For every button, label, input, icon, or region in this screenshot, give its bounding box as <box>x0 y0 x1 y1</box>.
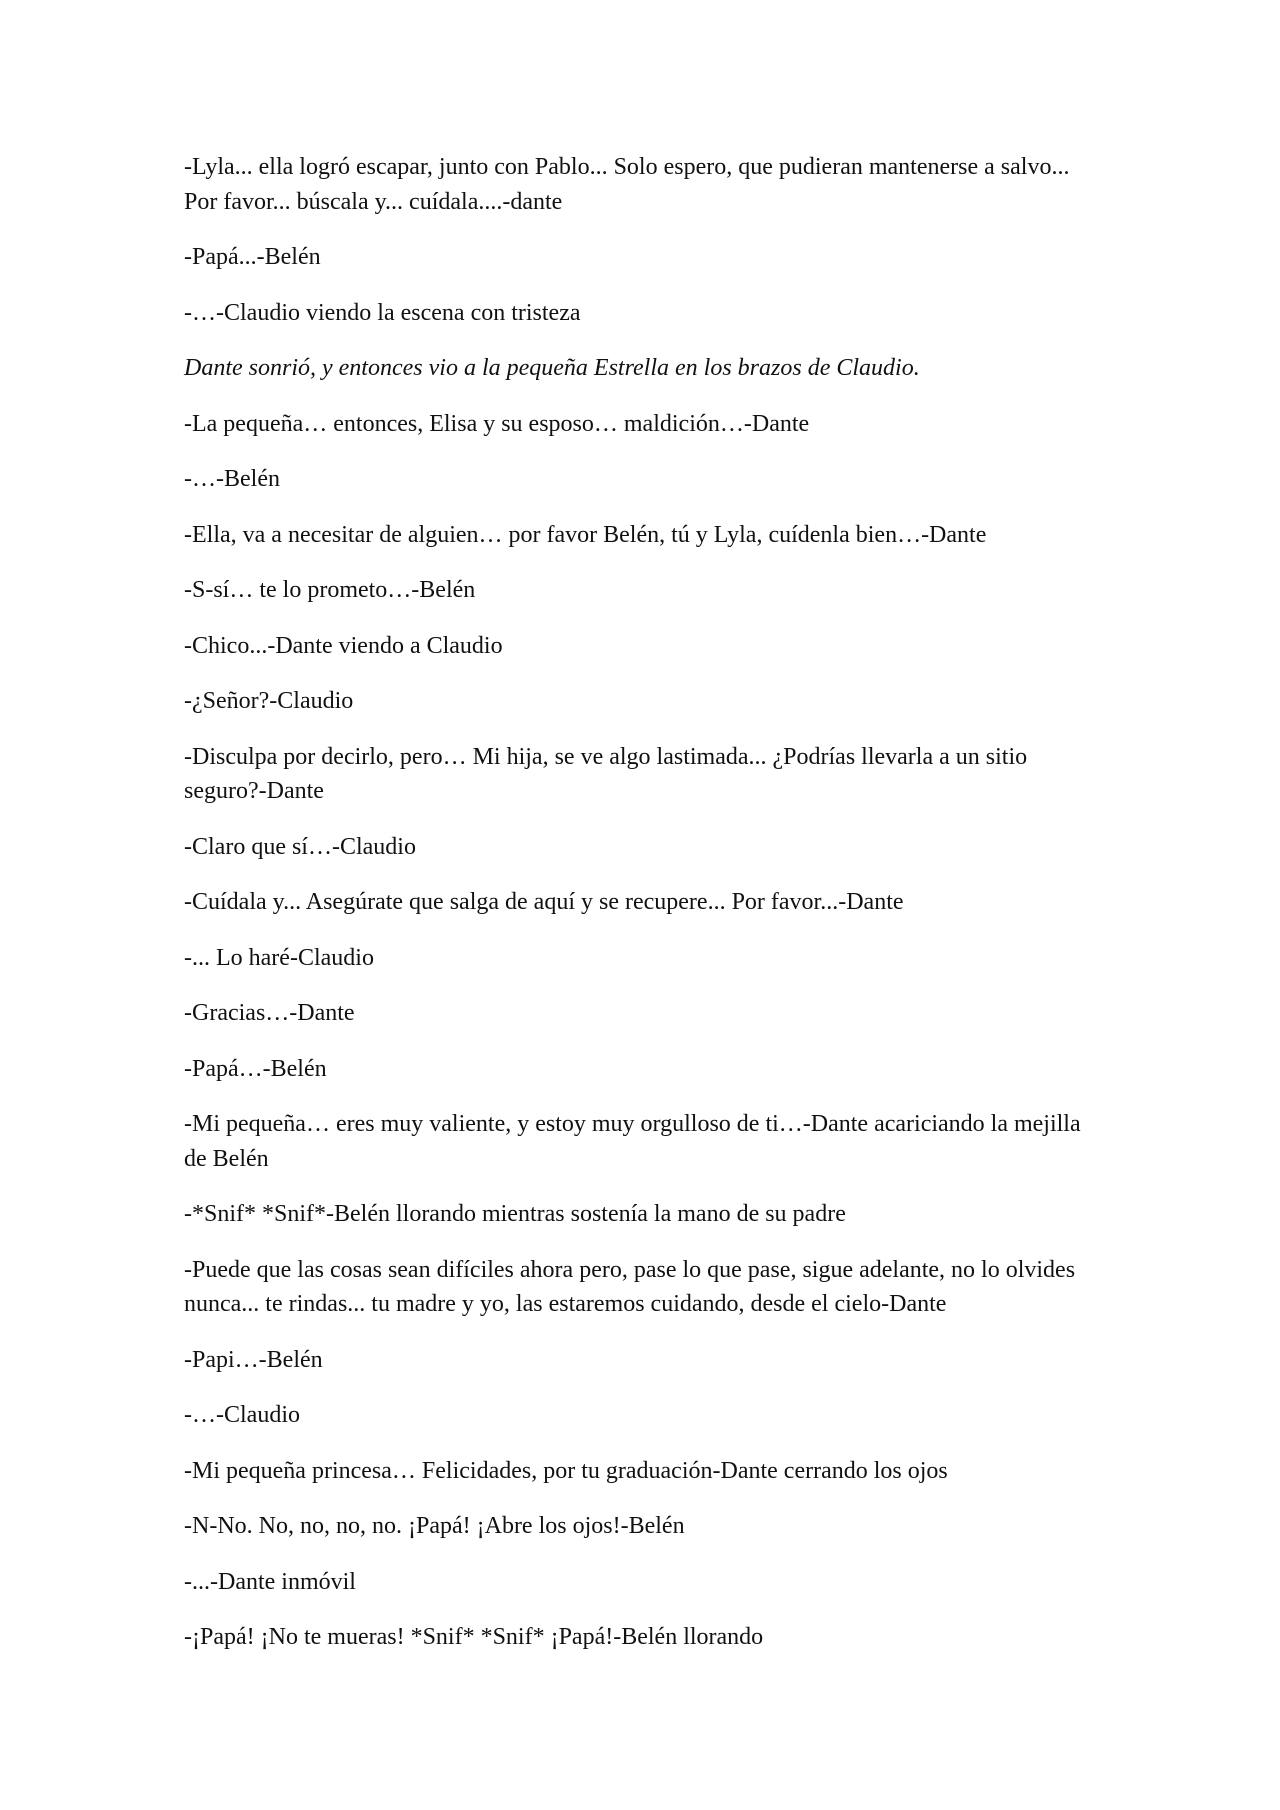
paragraph-dialogue: -¿Señor?-Claudio <box>184 688 354 714</box>
paragraph-dialogue: -Lyla... ella logró escapar, junto con Pablo... Solo espero, que pudieran mantenerse a salvo... Por favor... búscala y... cuídala....-dante <box>184 154 1070 215</box>
paragraph-dialogue: -*Snif* *Snif*-Belén llorando mientras sostenía la mano de su padre <box>184 1201 846 1227</box>
paragraph-dialogue: -Claro que sí…-Claudio <box>184 833 416 860</box>
paragraph-dialogue: -La pequeña… entonces, Elisa y su esposo… maldición…-Dante <box>184 410 810 437</box>
paragraph-dialogue: -Papá…-Belén <box>184 1055 327 1082</box>
paragraph-dialogue: -…-Claudio viendo la escena con tristeza <box>184 299 581 326</box>
paragraph-dialogue: -Mi pequeña… eres muy valiente, y estoy muy orgulloso de ti…-Dante acariciando la mejilla de Belén <box>184 1111 1081 1172</box>
paragraph-dialogue: -Puede que las cosas sean difíciles ahora pero, pase lo que pase, sigue adelante, no lo olvides nunca... te rindas... tu madre y yo, las estaremos cuidando, desde el cielo-Dante <box>184 1256 1076 1317</box>
paragraph-dialogue: -Papi…-Belén <box>184 1346 323 1373</box>
paragraph-dialogue: -…-Belén <box>184 466 280 492</box>
paragraph-dialogue: -¡Papá! ¡No te mueras! *Snif* *Snif* ¡Papá!-Belén llorando <box>184 1624 764 1650</box>
paragraph-dialogue: -...-Dante inmóvil <box>184 1568 356 1595</box>
paragraph-dialogue: -... Lo haré-Claudio <box>184 944 374 971</box>
paragraph-dialogue: -Mi pequeña princesa… Felicidades, por tu graduación-Dante cerrando los ojos <box>184 1457 948 1484</box>
paragraph-dialogue: -Papá...-Belén <box>184 244 321 270</box>
paragraph-dialogue: -N-No. No, no, no, no. ¡Papá! ¡Abre los ojos!-Belén <box>184 1513 685 1539</box>
paragraph-dialogue: -Disculpa por decirlo, pero… Mi hija, se ve algo lastimada... ¿Podrías llevarla a un sitio seguro?-Dante <box>184 743 1028 804</box>
document-body <box>184 150 1096 1676</box>
paragraph-dialogue: -Cuídala y... Asegúrate que salga de aquí y se recupere... Por favor...-Dante <box>184 889 904 915</box>
paragraph-dialogue: -…-Claudio <box>184 1402 300 1428</box>
paragraph-dialogue: -Gracias…-Dante <box>184 1000 355 1026</box>
paragraph-dialogue: -Chico...-Dante viendo a Claudio <box>184 632 503 659</box>
paragraph-dialogue: -Ella, va a necesitar de alguien… por favor Belén, tú y Lyla, cuídenla bien…-Dante <box>184 521 987 548</box>
paragraph-narration: Dante sonrió, y entonces vio a la pequeña Estrella en los brazos de Claudio. <box>184 355 920 381</box>
paragraph-dialogue: -S-sí… te lo prometo…-Belén <box>184 577 476 603</box>
